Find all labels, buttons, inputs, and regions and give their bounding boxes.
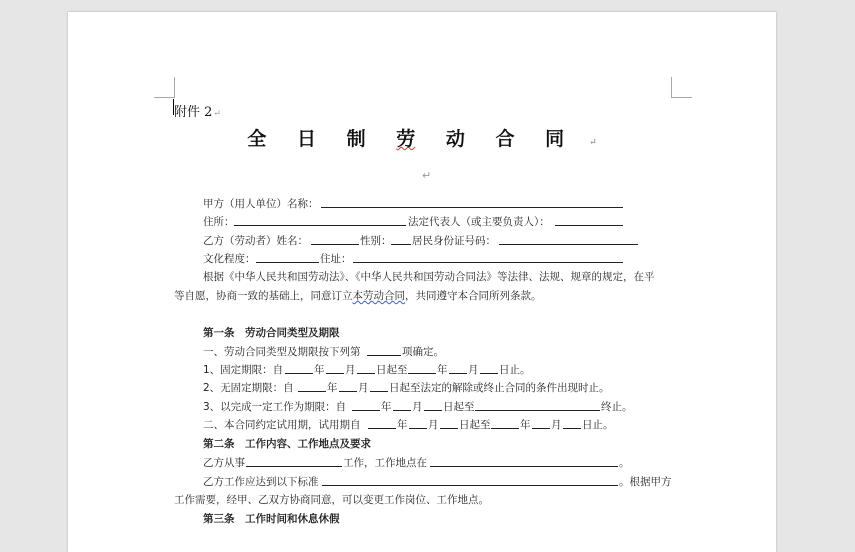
title-char: 动 — [445, 128, 465, 150]
date-field[interactable] — [352, 399, 380, 411]
residence-field[interactable] — [353, 251, 623, 263]
date-field[interactable] — [393, 399, 411, 411]
date-field[interactable] — [339, 380, 357, 392]
address-field[interactable] — [234, 214, 406, 226]
date-field[interactable] — [408, 362, 436, 374]
empty-paragraph-mark-icon: ↵ — [422, 169, 432, 182]
date-field[interactable] — [370, 380, 388, 392]
work-location-field[interactable] — [430, 455, 618, 467]
date-field[interactable] — [480, 362, 498, 374]
date-field[interactable] — [563, 417, 581, 429]
job-field[interactable] — [246, 455, 342, 467]
date-field[interactable] — [424, 399, 442, 411]
legal-rep-field[interactable] — [555, 214, 623, 226]
title-char: 劳 — [396, 128, 416, 150]
title-char: 同 — [545, 128, 565, 150]
date-field[interactable] — [368, 417, 396, 429]
date-field[interactable] — [491, 417, 519, 429]
paragraph-mark-icon: ↵ — [589, 138, 597, 148]
task-field[interactable] — [475, 399, 600, 411]
title-char: 全 — [247, 128, 267, 150]
document-page[interactable]: 附件 2↵ 全 日 制 劳 动 合 同 ↵ ↵ 甲方（用人单位）名称： 住所： 法定代表人（或主要负责人）： 乙方（劳动者）姓名： 性别： 居民身份证号码： 文化程度： 住址： 根据《中华人民共和国劳动法》、《中华人民共和国劳动合同法》等法律、法规、规章的规定，在平 等自愿，协商一致的基础上，同意订立本劳动合同，共同遵守本合同所列条款。 第一条 劳动合同类型及期限 一、劳动合同类型及期限按下列第 项确定。 1、固定期限：自 年 月 日起至 年 月 日止。 2、无固定期限：自 年 月 日起至法定的解除或终止合同的条件出现时止。 3、以完成一定工作为期限：自 年 月 日起至 终止。 二、本合同约定试用期，试用期自 年 月 日起至 年 月 日止。 第二条 工作内容、工作地点及要求 乙方从事 工作，工作地点在 。 乙方工作应达到以下标准 。根据甲方 工作需要，经甲、乙双方协商同意，可以变更工作岗位、工作地点。 第三条 工作时间和休息休假 — [68, 12, 776, 552]
party-b-name-field[interactable] — [311, 233, 359, 245]
gender-field[interactable] — [391, 233, 411, 245]
title-char: 日 — [296, 128, 316, 150]
party-a-name-field[interactable] — [321, 196, 623, 208]
education-field[interactable] — [256, 251, 319, 263]
date-field[interactable] — [285, 362, 313, 374]
date-field[interactable] — [409, 417, 427, 429]
date-field[interactable] — [532, 417, 550, 429]
date-field[interactable] — [298, 380, 326, 392]
title-char: 制 — [346, 128, 366, 150]
id-number-field[interactable] — [499, 233, 638, 245]
date-field[interactable] — [357, 362, 375, 374]
date-field[interactable] — [449, 362, 467, 374]
document-title[interactable] — [68, 124, 776, 151]
paragraph-mark-icon: ↵ — [213, 109, 221, 119]
title-char: 合 — [495, 128, 515, 150]
date-field[interactable] — [440, 417, 458, 429]
date-field[interactable] — [326, 362, 344, 374]
attachment-label[interactable]: 附件 2↵ — [174, 105, 221, 120]
margin-corner-top-left — [154, 77, 175, 98]
work-standard-field[interactable] — [322, 474, 618, 486]
margin-corner-top-right — [671, 77, 692, 98]
contract-type-field[interactable] — [367, 344, 401, 356]
